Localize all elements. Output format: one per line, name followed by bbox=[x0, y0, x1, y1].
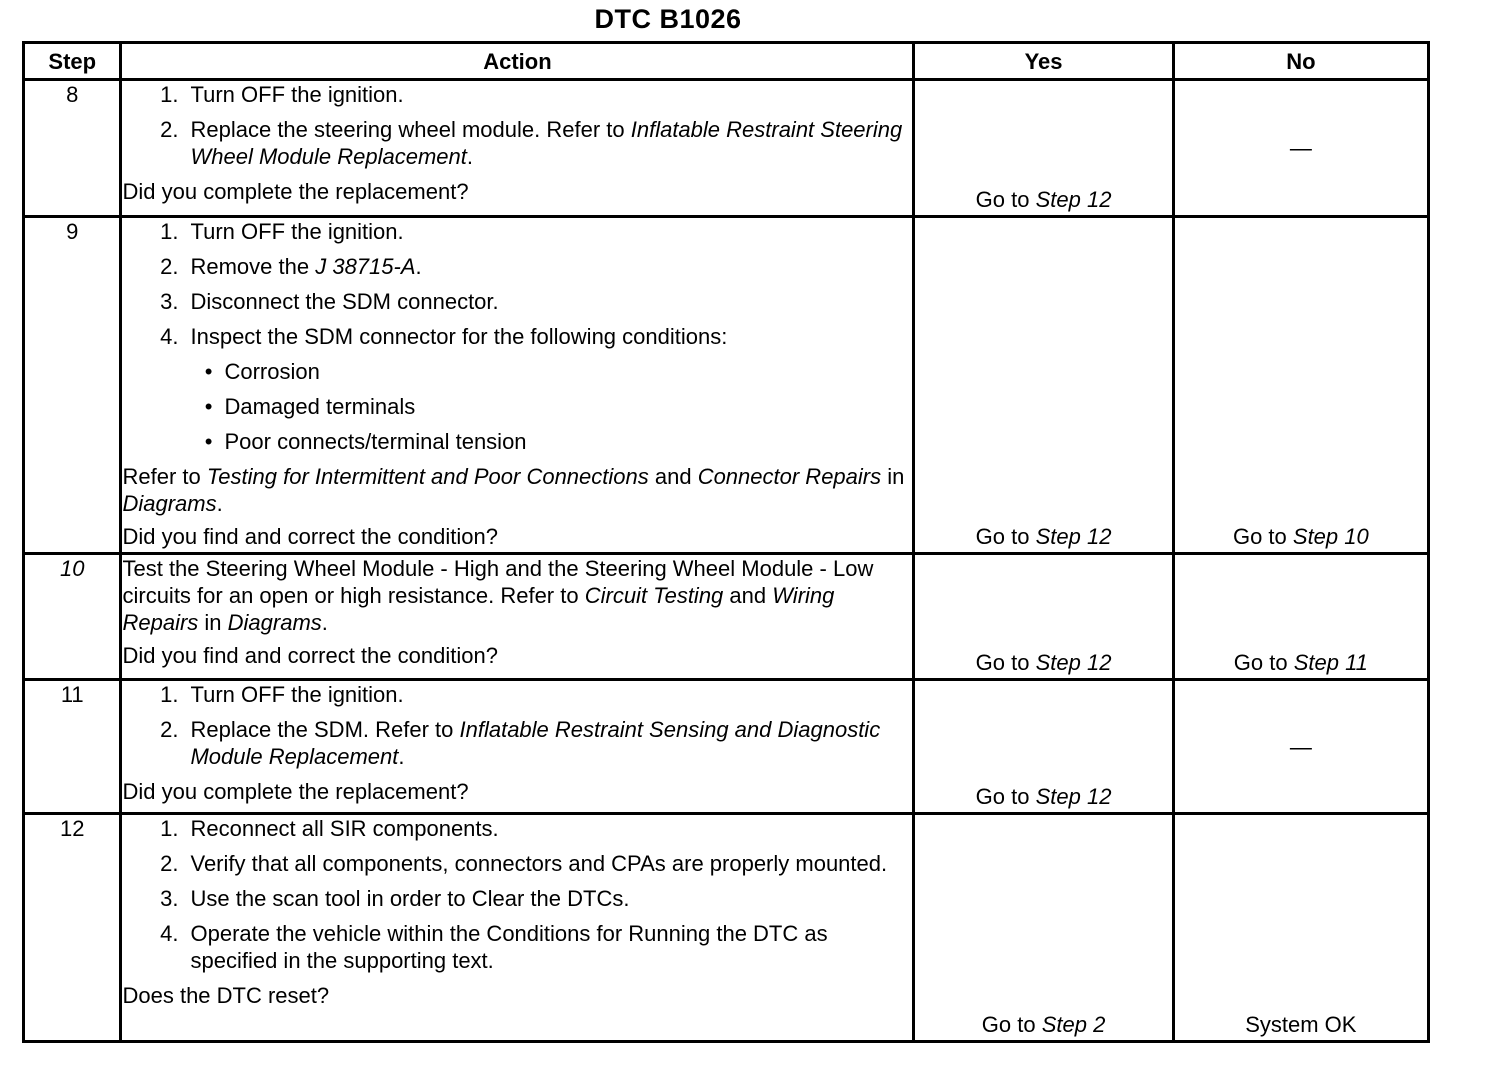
not-applicable: — bbox=[1289, 135, 1312, 161]
no-cell: Go to Step 10 bbox=[1173, 217, 1428, 554]
action-cell bbox=[121, 217, 914, 554]
step-link: Step 2 bbox=[1041, 1012, 1106, 1037]
list-item: 4. Operate the vehicle within the Conditions for Running the DTC as specified in the supporting text. bbox=[160, 921, 828, 973]
question: Did you complete the replacement? bbox=[122, 179, 469, 204]
no-cell bbox=[1173, 80, 1428, 217]
no-cell bbox=[1173, 680, 1428, 814]
yes-cell: Go to Step 2 bbox=[914, 814, 1173, 1042]
header-step: Step bbox=[24, 43, 121, 80]
action-cell bbox=[121, 680, 914, 814]
bullet-item: • Corrosion bbox=[204, 359, 320, 384]
system-ok-text: System OK bbox=[1245, 1012, 1357, 1037]
list-item: 3. Use the scan tool in order to Clear the DTCs. bbox=[160, 886, 630, 911]
header-yes: Yes bbox=[914, 43, 1173, 80]
table-header-row bbox=[24, 43, 1429, 80]
step-number: 12 bbox=[24, 814, 121, 1042]
list-item: 2. Replace the SDM. Refer to Inflatable Restraint Sensing and Diagnostic Module Replacement. bbox=[160, 717, 881, 769]
no-cell bbox=[1173, 814, 1428, 1042]
page-title: DTC B1026 bbox=[594, 4, 742, 34]
yes-cell: Go to Step 12 bbox=[914, 80, 1173, 217]
reference-text: Refer to Testing for Intermittent and Poor Connections and Connector Repairs in Diagrams. bbox=[122, 464, 905, 516]
dtc-table bbox=[22, 41, 1430, 1043]
question: Does the DTC reset? bbox=[122, 983, 330, 1008]
table-row bbox=[24, 554, 1429, 680]
bullet-item: • Damaged terminals bbox=[204, 394, 416, 419]
not-applicable: — bbox=[1289, 734, 1312, 759]
no-cell: Go to Step 11 bbox=[1173, 554, 1428, 680]
list-item: 1. Turn OFF the ignition. bbox=[160, 219, 404, 244]
step-link: Step 11 bbox=[1293, 650, 1368, 675]
yes-cell: Go to Step 12 bbox=[914, 217, 1173, 554]
list-item: 2. Replace the steering wheel module. Refer to Inflatable Restraint Steering Wheel Module Replacement. bbox=[160, 117, 903, 169]
list-item: 2. Remove the J 38715-A. bbox=[160, 254, 422, 279]
step-link: Step 12 bbox=[1035, 524, 1112, 549]
list-item: 1. Reconnect all SIR components. bbox=[160, 816, 499, 841]
question: Did you find and correct the condition? bbox=[122, 643, 498, 668]
header-no: No bbox=[1173, 43, 1428, 80]
table-row bbox=[24, 814, 1429, 1042]
table-row bbox=[24, 80, 1429, 217]
instruction-text: Test the Steering Wheel Module - High and the Steering Wheel Module - Low circuits for an open or high resistance. Refer to Circuit Testing and Wiring Repairs in Diagrams. bbox=[122, 556, 874, 635]
step-link: Step 12 bbox=[1035, 784, 1112, 809]
list-item: 2. Verify that all components, connectors and CPAs are properly mounted. bbox=[160, 851, 888, 876]
action-cell bbox=[121, 554, 914, 680]
bullet-item: • Poor connects/terminal tension bbox=[204, 429, 527, 454]
list-item: 1. Turn OFF the ignition. bbox=[160, 82, 404, 107]
step-number: 9 bbox=[24, 217, 121, 554]
step-link: Step 12 bbox=[1035, 650, 1112, 675]
question: Did you complete the replacement? bbox=[122, 779, 469, 804]
list-item: 3. Disconnect the SDM connector. bbox=[160, 289, 499, 314]
action-cell bbox=[121, 80, 914, 217]
yes-cell: Go to Step 12 bbox=[914, 680, 1173, 814]
step-number: 10 bbox=[24, 554, 121, 680]
list-item: 1. Turn OFF the ignition. bbox=[160, 682, 404, 707]
list-item: 4. Inspect the SDM connector for the following conditions: bbox=[160, 324, 728, 349]
table-row bbox=[24, 680, 1429, 814]
step-link: Step 10 bbox=[1292, 524, 1369, 549]
table-row bbox=[24, 217, 1429, 554]
step-link: Step 12 bbox=[1035, 187, 1112, 212]
step-number: 8 bbox=[24, 80, 121, 217]
header-action: Action bbox=[121, 43, 914, 80]
action-cell bbox=[121, 814, 914, 1042]
question: Did you find and correct the condition? bbox=[122, 524, 498, 549]
yes-cell: Go to Step 12 bbox=[914, 554, 1173, 680]
step-number: 11 bbox=[24, 680, 121, 814]
